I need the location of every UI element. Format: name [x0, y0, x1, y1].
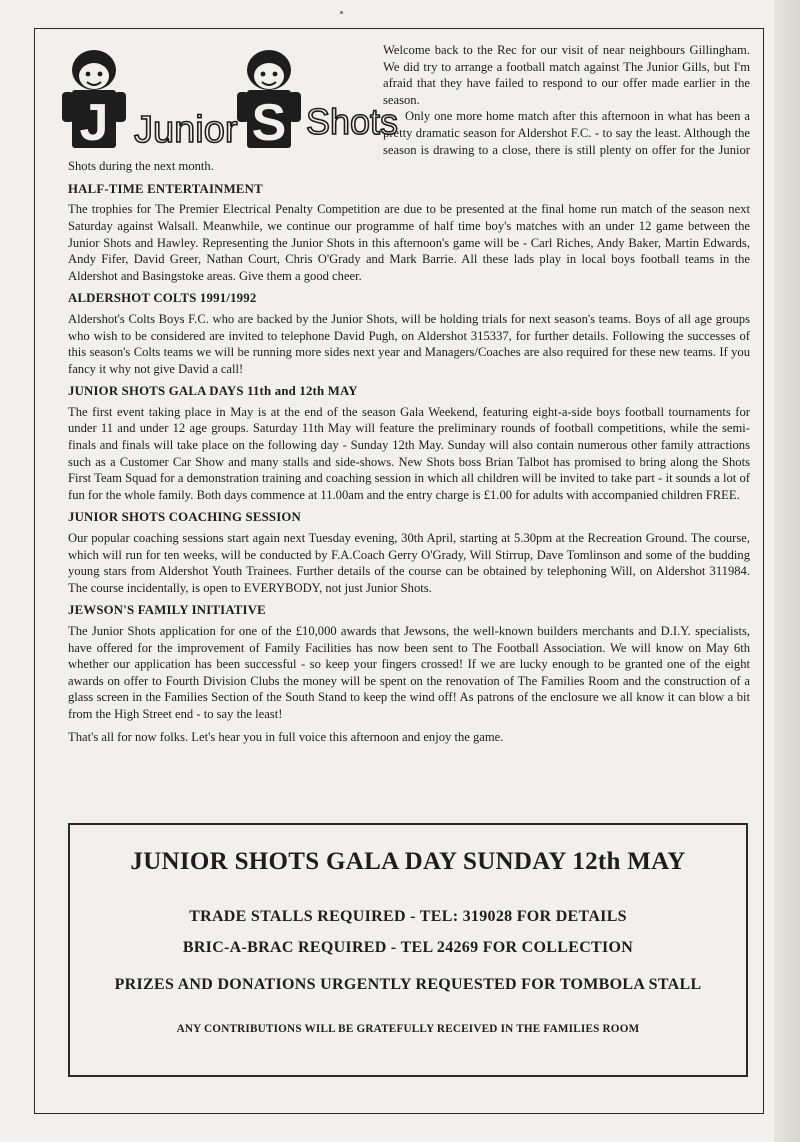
advert-trade-stalls: TRADE STALLS REQUIRED - TEL: 319028 FOR DETAILS: [189, 908, 627, 925]
logo-word-junior: Junior: [134, 109, 238, 151]
advert-footer: ANY CONTRIBUTIONS WILL BE GRATEFULLY RECEIVED IN THE FAMILIES ROOM: [176, 1023, 640, 1035]
section-coaching: [68, 509, 750, 596]
mascot-right-icon: [237, 50, 301, 152]
page-edge-shadow: [774, 0, 800, 1142]
section-heading: HALF-TIME ENTERTAINMENT: [68, 181, 263, 196]
paper-speck: [340, 11, 343, 14]
logo-letter-j: J: [79, 94, 109, 152]
junior-shots-logo-graphic: [54, 42, 399, 152]
section-heading: ALDERSHOT COLTS 1991/1992: [68, 291, 257, 306]
section-body: Aldershot's Colts Boys F.C. who are backed by the Junior Shots, will be holding trials for next season's teams. Boys of all age groups who wish to be considered are invited to telephone David Pugh, on Aldershot 315337, for further details. Following the successes of this season's Colts teams we will be running more sides next year and Managers/Coaches are also required for these new teams. If you fancy it why not give David a call!: [68, 311, 750, 376]
section-body: Our popular coaching sessions start again next Tuesday evening, 30th April, starting at 5.30pm at the Recreation Ground. The course, which will run for ten weeks, will be conducted by F.A.Coach Gerry O'Grady, Will Stirrup, Dave Tomlinson and some of the budding young stars from Aldershot Youth Trainees. Further details of the course can be obtained by telephoning Will, on Aldershot 311984. The course incidentally, is open to EVERYBODY, not just Junior Shots.: [68, 531, 750, 595]
section-heading: JUNIOR SHOTS COACHING SESSION: [68, 510, 302, 525]
logo-word-shots: Shots: [306, 101, 399, 142]
section-heading: JEWSON'S FAMILY INITIATIVE: [68, 603, 266, 618]
section-body: The trophies for The Premier Electrical Penalty Competition are due to be presented at the final home run match of the season next Saturday against Walsall. Meanwhile, we continue our programme of half time boy's matches with an under 12 game between the Junior Shots and Hawley. Representing the Junior Shots in this afternoon's game will be - Carl Riches, Andy Baker, Martin Edwards, Andy Fifer, David Greer, Nathan Court, Chris O'Grady and Mark Barrie. All these lads play in local boys football teams in the Aldershot and Basingstoke areas. Give them a good cheer.: [68, 202, 750, 283]
advert-headline: JUNIOR SHOTS GALA DAY SUNDAY 12th MAY: [130, 848, 686, 875]
section-half-time: [68, 181, 750, 285]
section-colts: [68, 290, 750, 377]
junior-shots-logo: [54, 42, 399, 152]
advert-prizes: PRIZES AND DONATIONS URGENTLY REQUESTED FOR TOMBOLA STALL: [114, 976, 702, 993]
mascot-left-icon: [62, 50, 126, 152]
intro-paragraph-2: Only one more home match after this afternoon in what has been a pretty dramatic season for Aldershot F.C. - to say the least. Although the season is drawing to a close, there is still plenty on offer for the Junior Shots during the next month.: [68, 109, 750, 174]
section-heading: JUNIOR SHOTS GALA DAYS 11th and 12th MAY: [68, 384, 358, 399]
section-body: The Junior Shots application for one of the £10,000 awards that Jewsons, the well-known builders merchants and D.I.Y. specialists, have offered for the improvement of Family Facilities has now been sent to The Football Association. We will know on May 6th whether our application has been successful - so keep your fingers crossed! If we are lucky enough to be granted one of the eight awards on offer to Fourth Division Clubs the money will be spent on the renovation of The Families Room and the construction of a glass screen in the Families Section of the South Stand to keep the wind off! As patrons of the enclosure we all know it can blow a bit from the High Street end - to say the least!: [68, 624, 750, 721]
gala-day-advert: [68, 823, 748, 1077]
intro-paragraph-1: Welcome back to the Rec for our visit of near neighbours Gillingham. We did try to arrange a football match against The Junior Gills, but I'm afraid that they have failed to respond to our offer made earlier in the season.: [383, 43, 750, 107]
intro: [68, 42, 750, 175]
logo-letter-s: S: [251, 94, 287, 152]
article: [68, 42, 750, 745]
closing-line: That's all for now folks. Let's hear you in full voice this afternoon and enjoy the game.: [68, 729, 504, 744]
section-gala-days: [68, 383, 750, 503]
section-body: The first event taking place in May is at the end of the season Gala Weekend, featuring eight-a-side boys football tournaments for under 11 and under 12 age groups. Saturday 11th May will feature the preliminary rounds of football competitions, while the semi-finals and finals will take place on the following day - Sunday 12th May. Sunday will also contain numerous other family attractions such as a Customer Car Show and many stalls and side-shows. New Shots boss Brian Talbot has promised to bring along the Shots First Team Squad for a demonstration training and coaching session in which all children will be invited to take part - it sounds a lot of fun for the whole family. Both days commence at 11.00am and the entry charge is £1.00 for adults with accompanied children FREE.: [68, 404, 750, 502]
section-jewsons: [68, 602, 750, 722]
advert-bric-a-brac: BRIC-A-BRAC REQUIRED - TEL 24269 FOR COLLECTION: [182, 939, 634, 956]
